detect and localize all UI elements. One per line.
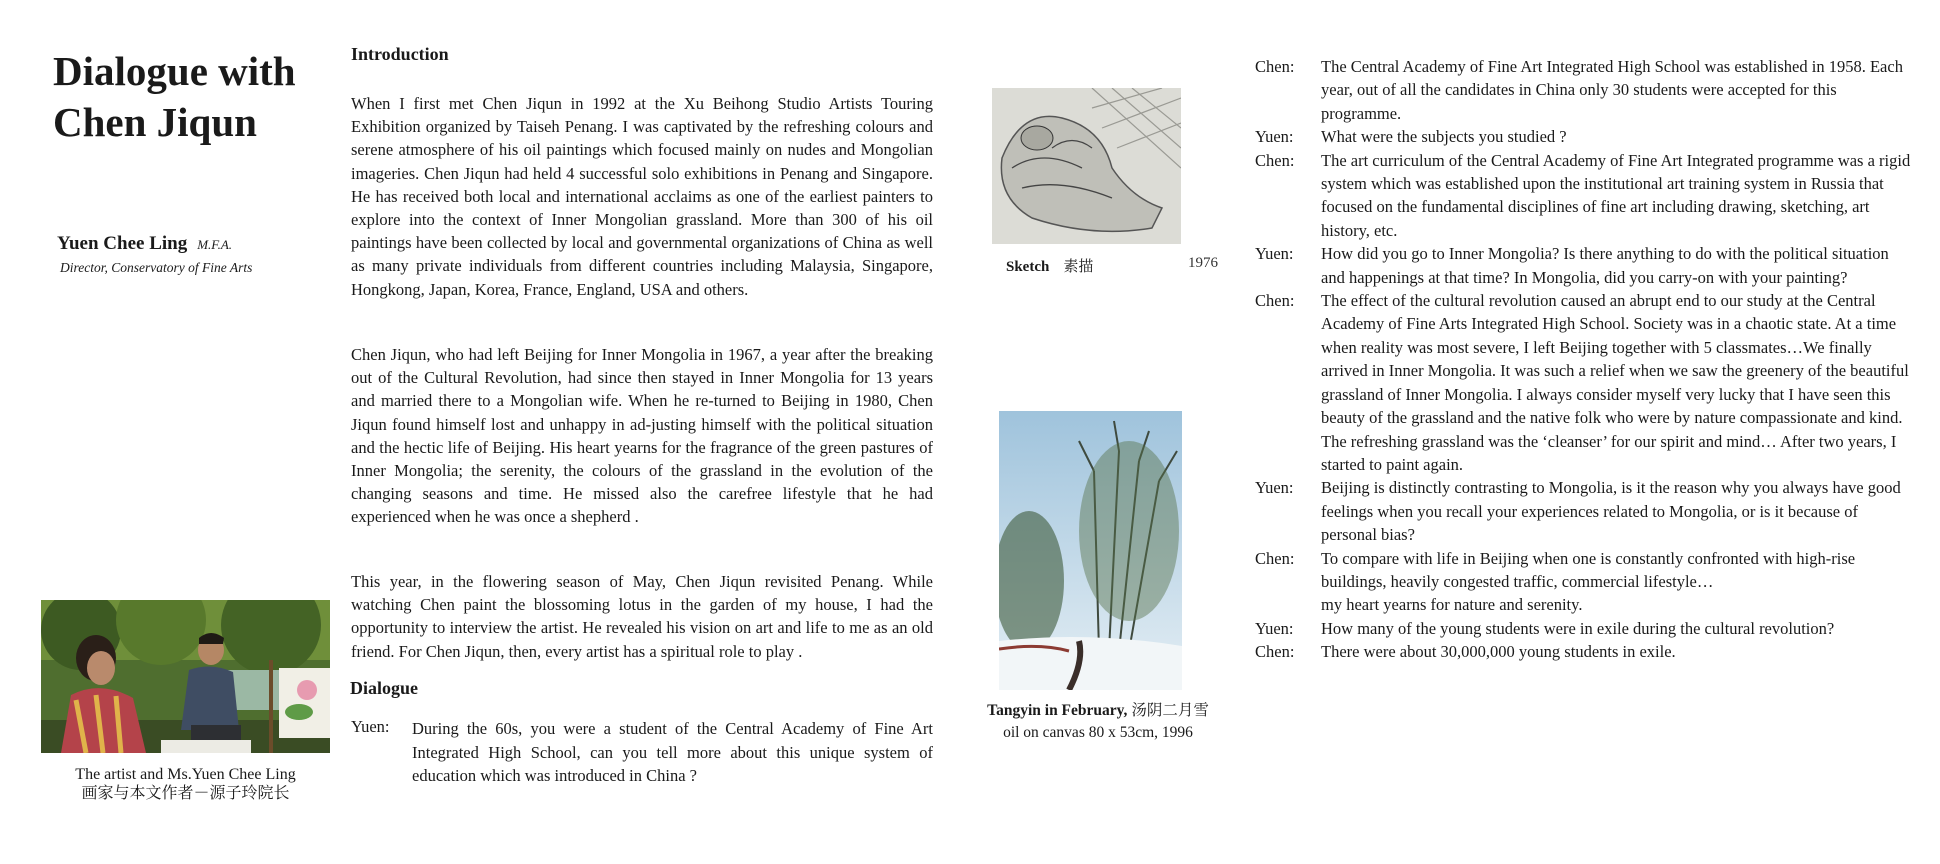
interview-dialogue <box>1255 55 1935 664</box>
qa-text: The art curriculum of the Central Academy of Fine Art Integrated programme was a rigid system which was established upon the institutional art training system in Russia that focused on the fundamental disciplines of fine art including drawing, sketching, art history, etc. <box>1321 150 1911 240</box>
sketch-title-cn: 素描 <box>1063 259 1094 275</box>
qa-speaker: Chen: <box>1255 150 1295 170</box>
qa-text: How many of the young students were in exile during the cultural revolution? <box>1321 618 1835 638</box>
dialogue-question: During the 60s, you were a student of the Central Academy of Fine Art Integrated High School, can you tell more about this unique system of education which was introduced in China ? <box>412 719 933 785</box>
sketch-caption <box>1006 255 1218 276</box>
photo-caption <box>41 765 330 803</box>
qa-speaker: Chen: <box>1255 548 1295 568</box>
qa-entry <box>1255 593 1935 616</box>
qa-entry <box>1255 476 1935 546</box>
artist-photo <box>41 600 330 753</box>
qa-entry <box>1255 617 1935 640</box>
painting-title: Tangyin in February, <box>987 702 1128 719</box>
author-degree: M.F.A. <box>197 237 233 252</box>
qa-speaker: Yuen: <box>1255 127 1294 147</box>
author-name: Yuen Chee Ling <box>57 233 188 254</box>
qa-speaker: Yuen: <box>1255 244 1294 264</box>
painting-caption <box>964 700 1232 744</box>
painting-details: oil on canvas 80 x 53cm, 1996 <box>1003 724 1193 741</box>
qa-entry <box>1255 640 1935 663</box>
qa-speaker <box>1255 593 1321 616</box>
sketch-year: 1976 <box>1188 255 1218 271</box>
qa-text: Beijing is distinctly contrasting to Mongolia, is it the reason why you always have good feelings when you recall your experiences related to Mongolia, or is it because of personal bias? <box>1321 478 1901 545</box>
dialogue-speaker: Yuen: <box>351 717 390 736</box>
article-title <box>53 46 353 148</box>
qa-entry <box>1255 55 1935 125</box>
qa-speaker: Yuen: <box>1255 478 1294 498</box>
painting-image <box>999 411 1182 690</box>
dialogue-heading: Dialogue <box>350 678 419 698</box>
qa-text: How did you go to Inner Mongolia? Is there anything to do with the political situation and happenings at that time? In Mongolia, did you carry-on with your painting? <box>1321 244 1889 287</box>
qa-speaker: Chen: <box>1255 642 1295 662</box>
qa-speaker: Chen: <box>1255 291 1295 311</box>
qa-text: There were about 30,000,000 young students in exile. <box>1321 642 1676 662</box>
qa-entry <box>1255 242 1935 289</box>
intro-paragraph-2: Chen Jiqun, who had left Beijing for Inner Mongolia in 1967, a year after the breaking out of the Cultural Revolution, had since then stayed in Inner Mongolia for 13 years and married there to a Mongolian wife. When he re-turned to Beijing in 1980, Chen Jiqun found himself lost and unhappy in ad-justing himself with the political situation and the hectic life of Beijing. His heart yearns for the fragrance of the green pastures of Inner Mongolia; the serenity, the colours of the grassland in the evolution of the changing seasons and time. He missed also the carefree lifestyle that he had experienced when he was once a shepherd . <box>351 345 933 527</box>
photo-caption-en: The artist and Ms.Yuen Chee Ling <box>75 766 296 783</box>
qa-text: To compare with life in Beijing when one is constantly confronted with high-rise buildings, heavily congested traffic, commercial lifestyle… <box>1321 548 1856 591</box>
qa-text: The Central Academy of Fine Art Integrated High School was established in 1958. Each year, out of all the candidates in China only 30 students were accepted for this programme. <box>1321 57 1903 123</box>
title-line-2: Chen Jiqun <box>53 99 257 145</box>
qa-entry <box>1255 149 1935 243</box>
qa-entry <box>1255 289 1935 476</box>
qa-entry <box>1255 547 1935 594</box>
qa-text: The effect of the cultural revolution caused an abrupt end to our study at the Central Academy of Fine Arts Integrated High School. Society was in a chaotic state. At a time when reality was most severe, I left Beijing together with 5 classmates…We finally arrived in Inner Mongolia. It was such a relief when we saw the greenery of the beautiful grassland of Inner Mongolia. I always consider myself very lucky that I have seen this beauty of the grassland and the native folk who were by nature compassionate and kind. The refreshing grassland was the ‘cleanser’ for our spirit and mind… After two years, I started to paint again. <box>1321 291 1909 474</box>
sketch-image <box>992 88 1181 244</box>
sketch-title: Sketch <box>1006 259 1050 275</box>
author-role: Director, Conservatory of Fine Arts <box>60 260 253 275</box>
qa-text: What were the subjects you studied ? <box>1321 127 1567 147</box>
painting-title-cn: 汤阴二月雪 <box>1131 702 1209 719</box>
intro-paragraph-1: When I first met Chen Jiqun in 1992 at the Xu Beihong Studio Artists Touring Exhibition organized by Taiseh Penang. I was captivated by the refreshing colours and serene atmosphere of his oil paintings which focused mainly on nudes and Mongolian imageries. Chen Jiqun had held 4 successful solo exhibitions in Penang and Singapore. He has received both local and international acclaims as one of the earliest painters to explore into the context of Inner Mongolian grassland. More than 300 of his oil paintings have been collected by local and governmental organizations of China as well as many private individuals from different countries including Malaysia, Singapore, Hongkong, Japan, Korea, France, England, USA and others. <box>351 94 933 299</box>
intro-paragraph-3: This year, in the flowering season of May, Chen Jiqun revisited Penang. While watching Chen paint the blossoming lotus in the garden of my house, I had the opportunity to interview the artist. He revealed his vision on art and life to me as an old friend. For Chen Jiqun, then, every artist has a spiritual role to play . <box>351 572 933 661</box>
qa-text: my heart yearns for nature and serenity. <box>1321 595 1583 615</box>
qa-speaker: Yuen: <box>1255 618 1294 638</box>
photo-caption-cn: 画家与本文作者－源子玲院长 <box>81 785 290 802</box>
introduction-heading: Introduction <box>351 44 449 64</box>
qa-entry <box>1255 125 1935 148</box>
qa-speaker: Chen: <box>1255 57 1295 76</box>
title-line-1: Dialogue with <box>53 48 296 94</box>
author-name-line <box>57 233 232 255</box>
